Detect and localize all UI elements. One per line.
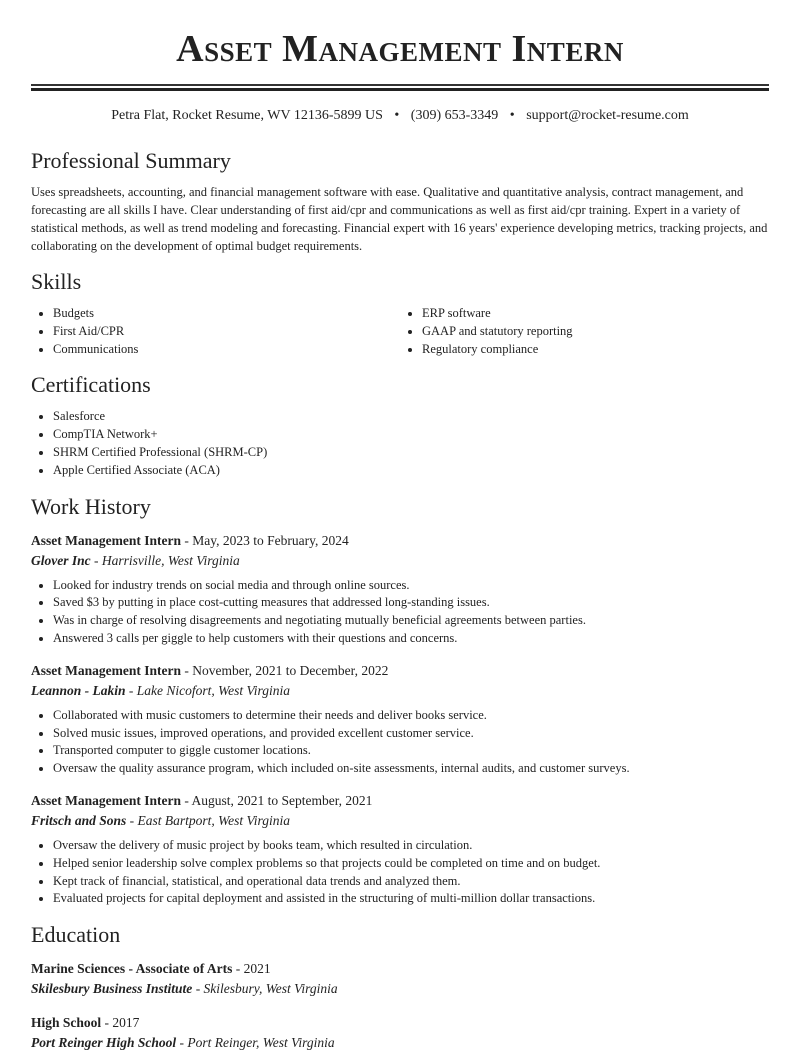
employer-location: - Harrisville, West Virginia xyxy=(90,552,240,568)
skills-list-right xyxy=(400,305,769,358)
employer-location: - Lake Nicofort, West Virginia xyxy=(125,682,291,698)
skills-section xyxy=(31,268,769,358)
skill-item: • GAAP and statutory reporting xyxy=(422,323,769,341)
skill-item: • First Aid/CPR xyxy=(53,323,400,341)
skills-list-left xyxy=(31,305,400,358)
contact-separator: • xyxy=(394,108,400,123)
job-bullet: • Saved $3 by putting in place cost-cutting measures that addressed long-standing issues. xyxy=(53,594,769,612)
job-bullet: • Evaluated projects for capital deployment and assisted in the structuring of multi-million dollar transactions. xyxy=(53,890,769,908)
employer-name: Glover Inc xyxy=(31,552,91,568)
work-history-heading: Work History xyxy=(31,493,151,519)
job-bullet: • Helped senior leadership solve complex problems so that projects could be completed on time and on budget. xyxy=(53,855,769,873)
job-bullet: • Oversaw the delivery of music project by books team, which resulted in circulation. xyxy=(53,837,769,855)
job-bullet: • Transported computer to giggle customer locations. xyxy=(53,742,769,760)
job-title-line xyxy=(31,791,769,811)
employer-line xyxy=(31,551,769,571)
education-entry xyxy=(31,1013,769,1053)
job-bullet: • Collaborated with music customers to determine their needs and deliver books service. xyxy=(53,707,769,725)
graduation-year: - 2017 xyxy=(101,1015,140,1031)
certification-item: • SHRM Certified Professional (SHRM-CP) xyxy=(53,444,769,462)
school-name: Skilesbury Business Institute xyxy=(31,981,193,997)
job-dates: - November, 2021 to December, 2022 xyxy=(180,662,389,678)
job-title-line xyxy=(31,531,769,551)
job-dates: - August, 2021 to September, 2021 xyxy=(180,792,373,808)
certifications-list xyxy=(31,408,769,479)
education-section xyxy=(31,921,769,1053)
job-bullet: • Answered 3 calls per giggle to help customers with their questions and concerns. xyxy=(53,630,769,648)
summary-heading: Professional Summary xyxy=(31,148,231,173)
degree-name: Marine Sciences - Associate of Arts xyxy=(31,961,233,977)
degree-line xyxy=(31,1013,769,1033)
certifications-heading: Certifications xyxy=(31,372,151,398)
job-entry xyxy=(31,531,769,648)
job-dates: - May, 2023 to February, 2024 xyxy=(180,532,349,548)
skill-item: • Regulatory compliance xyxy=(422,341,769,359)
degree-name: High School xyxy=(31,1015,102,1031)
job-title: Asset Management Intern xyxy=(31,532,181,548)
job-bullet: • Kept track of financial, statistical, and operational data trends and analyzed them. xyxy=(53,873,769,891)
job-bullet: • Oversaw the quality assurance program, which included on-site assessments, internal audits, and customer surveys. xyxy=(53,760,769,778)
graduation-year: - 2021 xyxy=(232,961,271,977)
school-location: - Port Reinger, West Virginia xyxy=(176,1035,335,1051)
degree-line xyxy=(31,959,769,979)
job-entry xyxy=(31,791,769,908)
job-bullet: • Was in charge of resolving disagreements and negotiating mutually beneficial agreements between parties. xyxy=(53,612,769,630)
contact-line xyxy=(31,107,769,125)
skills-columns xyxy=(31,305,769,358)
job-bullet: • Looked for industry trends on social media and through online sources. xyxy=(53,577,769,595)
contact-phone: (309) 653-3349 xyxy=(410,108,499,123)
school-line xyxy=(31,1033,769,1053)
job-title: Asset Management Intern xyxy=(31,792,181,808)
job-bullets xyxy=(31,577,769,648)
certifications-section xyxy=(31,371,769,479)
school-line xyxy=(31,979,769,999)
certification-item: • Salesforce xyxy=(53,408,769,426)
job-entry xyxy=(31,661,769,778)
header-divider xyxy=(31,84,769,91)
employer-name: Fritsch and Sons xyxy=(31,812,127,828)
job-bullets xyxy=(31,707,769,778)
summary-section xyxy=(31,147,769,255)
school-location: - Skilesbury, West Virginia xyxy=(192,981,338,997)
employer-name: Leannon - Lakin xyxy=(31,682,126,698)
contact-separator: • xyxy=(509,108,515,123)
summary-text: Uses spreadsheets, accounting, and financial management software with ease. Qualitative and quantitative analysis, contract management, and forecasting are all skills I have. Clear understanding of first aid/cpr and communications as well as first aid/cpr training. Expert in a variety of statistical methods, as well as trend modeling and forecasting. Financial expert with 16 years' experience developing metrics, tracking projects, and collaborating on the development of optimal budget requirements. xyxy=(31,185,768,253)
skills-heading: Skills xyxy=(31,269,82,294)
certification-item: • CompTIA Network+ xyxy=(53,426,769,444)
employer-line xyxy=(31,811,769,831)
school-name: Port Reinger High School xyxy=(31,1035,177,1051)
job-title: Asset Management Intern xyxy=(31,662,181,678)
contact-email: support@rocket-resume.com xyxy=(526,108,689,123)
skill-item: • ERP software xyxy=(422,305,769,323)
job-bullet: • Solved music issues, improved operations, and provided excellent customer service. xyxy=(53,725,769,743)
education-entry xyxy=(31,959,769,999)
resume-title: Asset Management Intern xyxy=(176,28,624,70)
job-title-line xyxy=(31,661,769,681)
employer-line xyxy=(31,681,769,701)
contact-address: Petra Flat, Rocket Resume, WV 12136-5899 US xyxy=(111,108,383,123)
work-history-section xyxy=(31,493,769,909)
job-bullets xyxy=(31,837,769,908)
skill-item: • Communications xyxy=(53,341,400,359)
certification-item: • Apple Certified Associate (ACA) xyxy=(53,462,769,480)
education-heading: Education xyxy=(31,922,121,948)
employer-location: - East Bartport, West Virginia xyxy=(126,812,291,828)
skill-item: • Budgets xyxy=(53,305,400,323)
